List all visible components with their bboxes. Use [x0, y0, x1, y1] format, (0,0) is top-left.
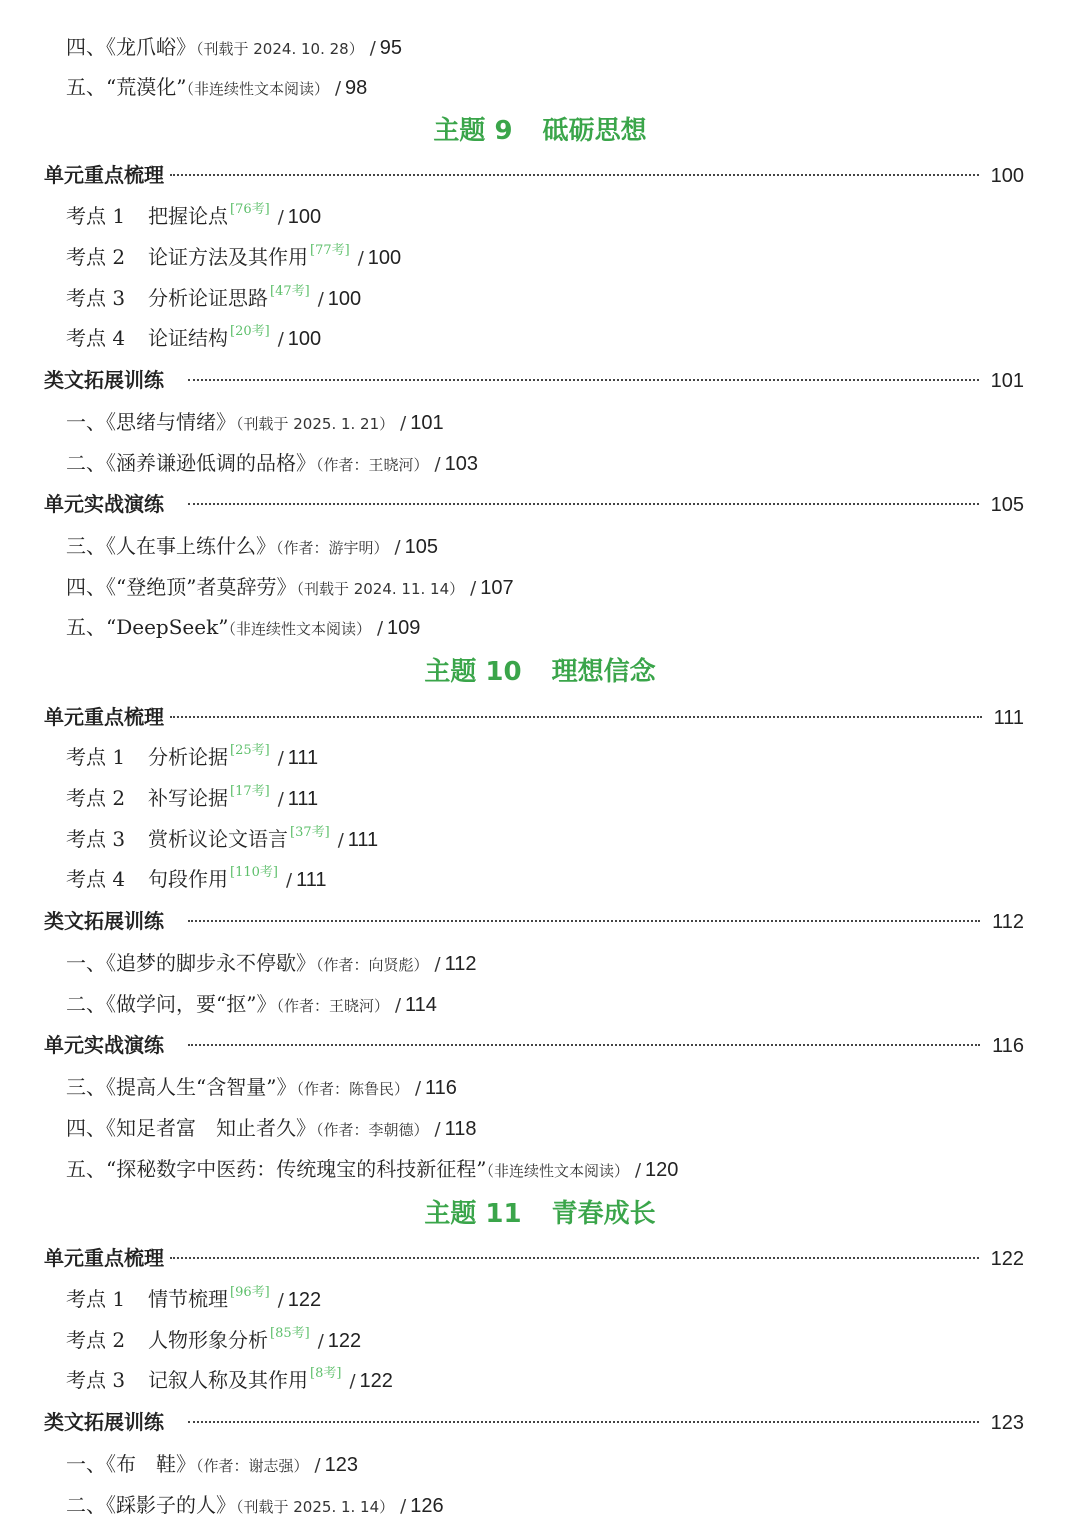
- item-number: 一、: [66, 410, 106, 434]
- page-number: 120: [645, 1159, 679, 1181]
- page-number: 107: [480, 577, 514, 599]
- list-item[interactable]: 三、《人在事上练什么》（作者：游宇明） / 105: [66, 534, 438, 558]
- item-note: （作者：陈鲁民）: [296, 1080, 409, 1098]
- item-number: 五、: [66, 1157, 106, 1181]
- item-note: （作者：向贤彪）: [316, 956, 429, 974]
- exam-point[interactable]: 考点 1 情节梳理 [96考] / 122: [66, 1281, 321, 1317]
- frequency-tag: [85考]: [270, 1326, 310, 1341]
- item-title: 《人在事上练什么》: [106, 534, 276, 558]
- frequency-tag: [96考]: [230, 1285, 270, 1300]
- page-number: 100: [287, 328, 322, 350]
- item-title: 《提高人生“含智量”》: [106, 1075, 297, 1099]
- list-item[interactable]: 二、《做学问，要“抠”》（作者：王晓河） / 114: [66, 992, 437, 1016]
- dot-leader: [170, 716, 982, 718]
- page-number: 95: [379, 37, 403, 59]
- item-note: （刊载于 2024. 10. 28）: [196, 40, 364, 58]
- item-note: （作者：游宇明）: [276, 539, 389, 557]
- list-item[interactable]: 四、《“登绝顶”者莫辞劳》（刊载于 2024. 11. 14） / 107: [66, 575, 514, 599]
- point-title: 赏析议论文语言: [148, 827, 288, 851]
- theme-heading: [0, 111, 1080, 151]
- section-label: 单元重点梳理: [44, 1246, 164, 1270]
- item-number: 三、: [66, 1075, 106, 1099]
- page-number: 98: [345, 77, 368, 99]
- page-number: 103: [444, 453, 478, 475]
- item-note: （作者：王晓河）: [316, 456, 429, 474]
- section-review[interactable]: [44, 157, 1024, 193]
- frequency-tag: [76考]: [230, 202, 270, 217]
- item-note: （作者：王晓河）: [276, 997, 389, 1015]
- frequency-tag: [37考]: [290, 825, 330, 840]
- theme-label: 主题 11: [424, 1199, 522, 1229]
- page-number: 100: [287, 206, 322, 228]
- exam-point[interactable]: 考点 3 记叙人称及其作用 [8考] / 122: [66, 1362, 393, 1398]
- theme-name: 砥砺思想: [542, 116, 647, 146]
- item-number: 四、: [66, 35, 106, 59]
- list-item[interactable]: 三、《提高人生“含智量”》（作者：陈鲁民） / 116: [66, 1075, 457, 1099]
- item-number: 四、: [66, 575, 106, 599]
- page-number: 122: [327, 1330, 362, 1352]
- frequency-tag: [20考]: [230, 324, 270, 339]
- item-number: 一、: [66, 1452, 106, 1476]
- list-item[interactable]: 四、《知足者富 知止者久》（作者：李朝德） / 118: [66, 1116, 477, 1140]
- page-number: 118: [444, 1118, 477, 1140]
- point-title: 记叙人称及其作用: [148, 1368, 308, 1392]
- list-item[interactable]: 五、“DeepSeek”（非连续性文本阅读） / 109: [66, 615, 421, 639]
- frequency-tag: [8考]: [310, 1366, 342, 1381]
- item-title: 《踩影子的人》: [106, 1493, 236, 1517]
- section-label: 类文拓展训练: [44, 368, 164, 392]
- page-number: 111: [287, 747, 319, 769]
- page-number: 112: [992, 911, 1024, 933]
- section-extend[interactable]: [44, 903, 1024, 939]
- page-number: 101: [990, 370, 1024, 392]
- theme-name: 青春成长: [551, 1199, 656, 1229]
- page-number: 100: [327, 288, 362, 310]
- exam-point[interactable]: 考点 3 赏析议论文语言 [37考] / 111: [66, 821, 378, 857]
- item-note: （非连续性文本阅读）: [486, 1162, 629, 1180]
- section-label: 类文拓展训练: [44, 1410, 164, 1434]
- point-label: 考点 3: [66, 827, 126, 851]
- exam-point[interactable]: 考点 1 把握论点 [76考] / 100: [66, 198, 321, 234]
- item-note: （作者：谢志强）: [196, 1457, 309, 1475]
- item-title: “荒漠化”: [106, 75, 187, 99]
- item-title: 《布 鞋》: [106, 1452, 196, 1476]
- frequency-tag: [17考]: [230, 784, 270, 799]
- item-title: 《做学问，要“抠”》: [106, 992, 277, 1016]
- point-title: 情节梳理: [148, 1287, 228, 1311]
- dot-leader: [188, 1044, 980, 1046]
- list-item[interactable]: 四、《龙爪峪》（刊载于 2024. 10. 28） / 95: [66, 35, 403, 59]
- point-title: 分析论据: [148, 745, 228, 769]
- page-number: 123: [990, 1412, 1024, 1434]
- section-extend[interactable]: [44, 1404, 1024, 1440]
- item-note: （刊载于 2025. 1. 21）: [236, 415, 395, 433]
- exam-point[interactable]: 考点 1 分析论据 [25考] / 111: [66, 739, 318, 775]
- page-number: 116: [425, 1077, 457, 1099]
- dot-leader: [188, 503, 979, 505]
- item-note: （作者：李朝德）: [316, 1121, 429, 1139]
- page-number: 116: [992, 1035, 1024, 1057]
- exam-point[interactable]: 考点 3 分析论证思路 [47考] / 100: [66, 280, 361, 316]
- point-label: 考点 3: [66, 1368, 126, 1392]
- page-number: 100: [367, 247, 402, 269]
- exam-point[interactable]: 考点 4 句段作用 [110考] / 111: [66, 861, 326, 897]
- item-note: （非连续性文本阅读）: [228, 620, 371, 638]
- theme-label: 主题 10: [424, 657, 522, 687]
- section-label: 单元重点梳理: [44, 163, 164, 187]
- point-title: 句段作用: [148, 867, 228, 891]
- dot-leader: [170, 1257, 979, 1259]
- page-number: 111: [287, 788, 319, 810]
- theme-name: 理想信念: [551, 657, 656, 687]
- item-number: 一、: [66, 951, 106, 975]
- point-title: 把握论点: [148, 204, 228, 228]
- page-number: 100: [990, 165, 1024, 187]
- list-item[interactable]: 一、《追梦的脚步永不停歇》（作者：向贤彪） / 112: [66, 951, 477, 975]
- page-number: 123: [324, 1454, 358, 1476]
- theme-heading: [0, 652, 1080, 692]
- item-title: 《“登绝顶”者莫辞劳》: [106, 575, 297, 599]
- item-number: 五、: [66, 615, 106, 639]
- point-label: 考点 1: [66, 1287, 126, 1311]
- exam-point[interactable]: 考点 2 补写论据 [17考] / 111: [66, 780, 318, 816]
- section-label: 单元重点梳理: [44, 705, 164, 729]
- point-label: 考点 2: [66, 1328, 126, 1352]
- point-label: 考点 1: [66, 745, 126, 769]
- page-number: 111: [993, 707, 1024, 729]
- page-number: 109: [387, 617, 421, 639]
- dot-leader: [188, 379, 979, 381]
- page-number: 122: [359, 1370, 393, 1392]
- point-title: 补写论据: [148, 786, 228, 810]
- exam-point[interactable]: 考点 2 人物形象分析 [85考] / 122: [66, 1322, 361, 1358]
- item-title: 《知足者富 知止者久》: [106, 1116, 316, 1140]
- point-label: 考点 3: [66, 286, 126, 310]
- item-number: 二、: [66, 992, 106, 1016]
- item-number: 五、: [66, 75, 106, 99]
- item-number: 二、: [66, 451, 106, 475]
- item-title: 《涵养谦逊低调的品格》: [106, 451, 316, 475]
- exam-point[interactable]: 考点 2 论证方法及其作用 [77考] / 100: [66, 239, 401, 275]
- page-number: 122: [990, 1248, 1024, 1270]
- page-number: 126: [410, 1495, 444, 1517]
- page-number: 111: [296, 869, 327, 891]
- item-number: 二、: [66, 1493, 106, 1517]
- item-title: 《追梦的脚步永不停歇》: [106, 951, 316, 975]
- page-number: 111: [347, 829, 379, 851]
- point-label: 考点 2: [66, 245, 126, 269]
- dot-leader: [170, 174, 979, 176]
- list-item[interactable]: 二、《踩影子的人》（刊载于 2025. 1. 14） / 126: [66, 1493, 444, 1517]
- section-practice[interactable]: [44, 1027, 1024, 1063]
- list-item[interactable]: 五、“探秘数字中医药：传统瑰宝的科技新征程”（非连续性文本阅读） / 120: [66, 1157, 679, 1181]
- page-number: 112: [444, 953, 477, 975]
- section-extend[interactable]: [44, 362, 1024, 398]
- dot-leader: [188, 1421, 979, 1423]
- page-number: 101: [410, 412, 444, 434]
- point-title: 人物形象分析: [148, 1328, 268, 1352]
- page-number: 122: [287, 1289, 322, 1311]
- point-label: 考点 4: [66, 867, 126, 891]
- section-review[interactable]: [44, 1240, 1024, 1276]
- item-title: “探秘数字中医药：传统瑰宝的科技新征程”: [106, 1157, 487, 1181]
- dot-leader: [188, 920, 980, 922]
- point-label: 考点 1: [66, 204, 126, 228]
- section-label: 单元实战演练: [44, 492, 164, 516]
- list-item[interactable]: 二、《涵养谦逊低调的品格》（作者：王晓河） / 103: [66, 451, 478, 475]
- list-item[interactable]: 一、《思绪与情绪》（刊载于 2025. 1. 21） / 101: [66, 410, 444, 434]
- point-title: 分析论证思路: [148, 286, 268, 310]
- item-note: （刊载于 2024. 11. 14）: [296, 580, 465, 598]
- point-title: 论证方法及其作用: [148, 245, 308, 269]
- section-review[interactable]: [44, 699, 1024, 735]
- item-title: 《龙爪峪》: [106, 35, 196, 59]
- theme-heading: [0, 1194, 1080, 1234]
- list-item[interactable]: 五、“荒漠化”（非连续性文本阅读） / 98: [66, 75, 368, 99]
- page-number: 114: [405, 994, 437, 1016]
- page-number: 105: [404, 536, 438, 558]
- item-title: 《思绪与情绪》: [106, 410, 236, 434]
- item-number: 三、: [66, 534, 106, 558]
- page-number: 105: [990, 494, 1024, 516]
- frequency-tag: [110考]: [230, 865, 278, 880]
- section-label: 类文拓展训练: [44, 909, 164, 933]
- item-note: （刊载于 2025. 1. 14）: [236, 1498, 395, 1516]
- exam-point[interactable]: 考点 4 论证结构 [20考] / 100: [66, 320, 321, 356]
- item-note: （非连续性文本阅读）: [186, 80, 329, 98]
- frequency-tag: [25考]: [230, 743, 270, 758]
- section-label: 单元实战演练: [44, 1033, 164, 1057]
- point-title: 论证结构: [148, 326, 228, 350]
- section-practice[interactable]: [44, 486, 1024, 522]
- point-label: 考点 4: [66, 326, 126, 350]
- item-number: 四、: [66, 1116, 106, 1140]
- theme-label: 主题 9: [433, 116, 513, 146]
- point-label: 考点 2: [66, 786, 126, 810]
- list-item[interactable]: 一、《布 鞋》（作者：谢志强） / 123: [66, 1452, 358, 1476]
- frequency-tag: [77考]: [310, 243, 350, 258]
- item-title: “DeepSeek”: [106, 615, 229, 639]
- frequency-tag: [47考]: [270, 284, 310, 299]
